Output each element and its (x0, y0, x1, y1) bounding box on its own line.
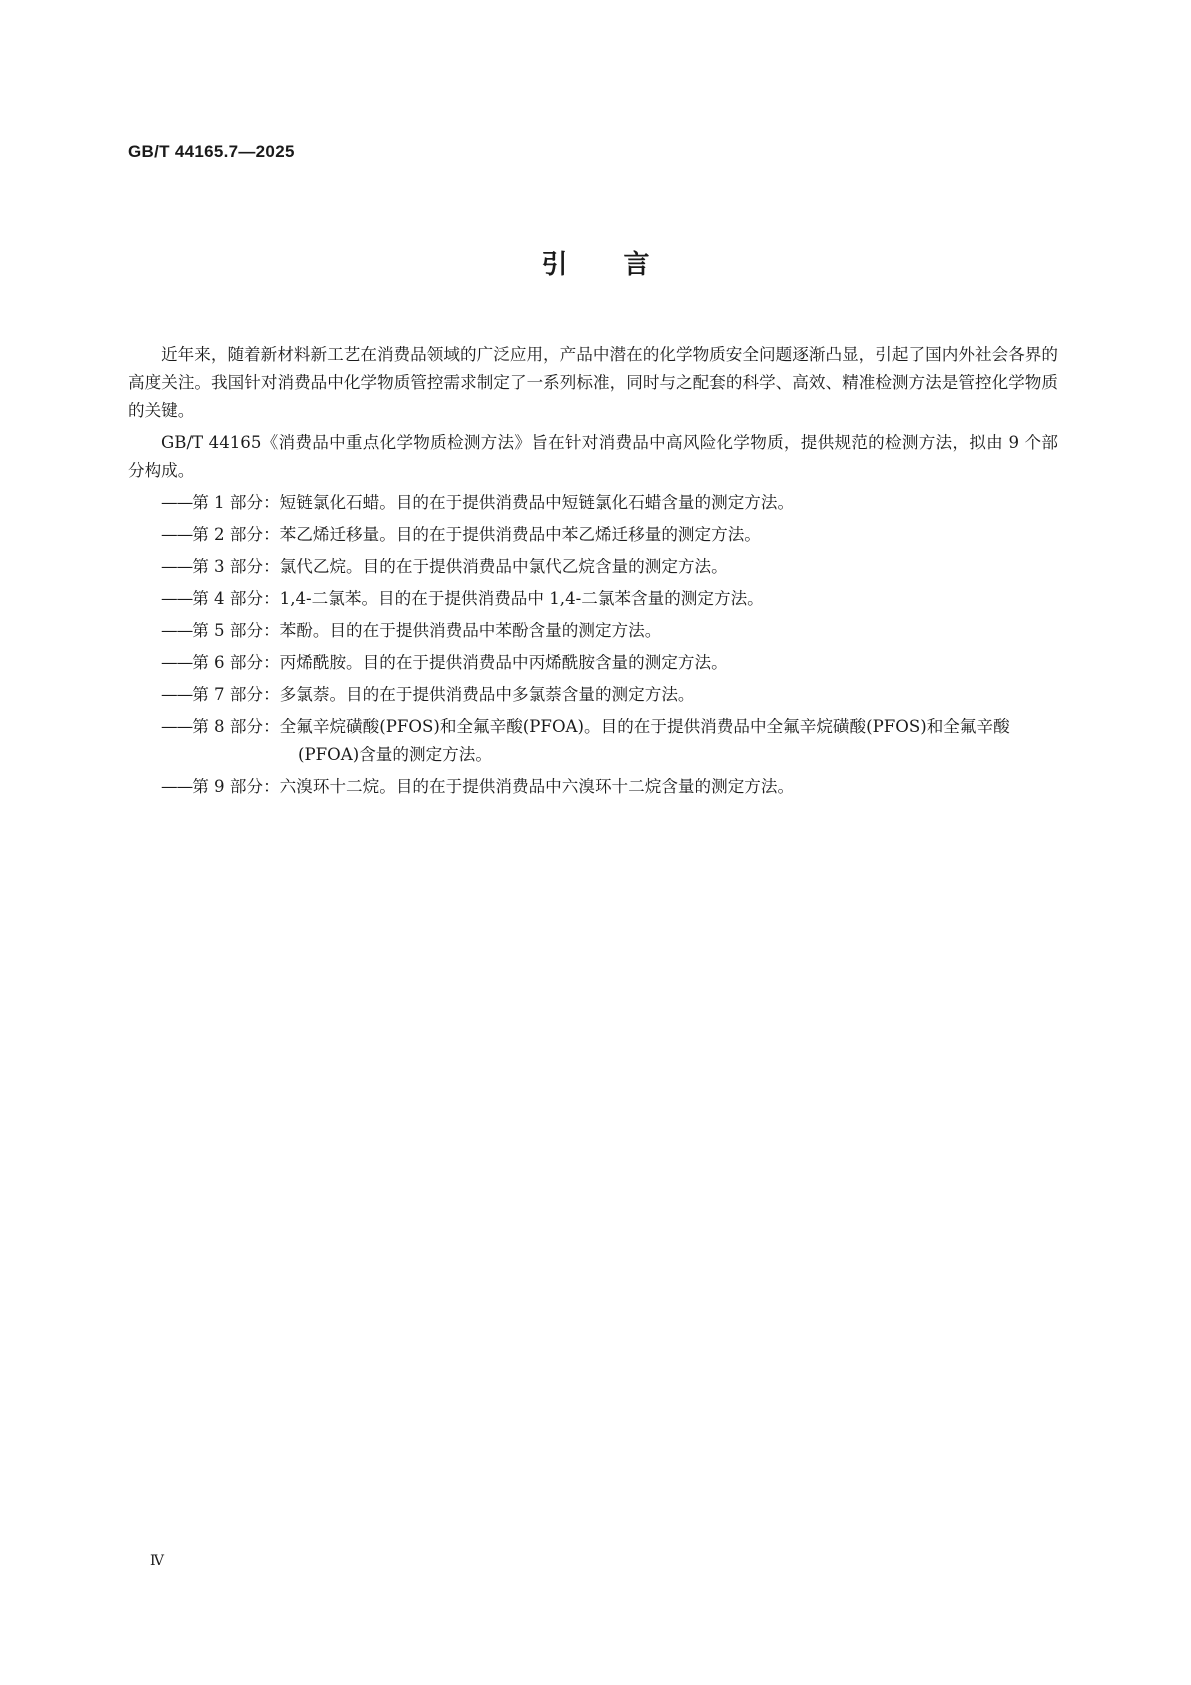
part-list-item (128, 585, 1058, 613)
part-list-item (128, 681, 1058, 709)
list-dash: —— (161, 525, 193, 544)
part-list-item (128, 773, 1058, 801)
part-text: 第 2 部分：苯乙烯迁移量。目的在于提供消费品中苯乙烯迁移量的测定方法。 (192, 525, 761, 544)
part-text: 第 8 部分：全氟辛烷磺酸(PFOS)和全氟辛酸(PFOA)。目的在于提供消费品中全氟辛烷磺酸(PFOS)和全氟辛酸(PFOA)含量的测定方法。 (192, 717, 1010, 764)
part-text: 第 5 部分：苯酚。目的在于提供消费品中苯酚含量的测定方法。 (192, 621, 662, 640)
part-list-item (128, 649, 1058, 677)
list-dash: —— (161, 777, 193, 796)
introduction-body (128, 341, 1058, 805)
part-text: 第 3 部分：氯代乙烷。目的在于提供消费品中氯代乙烷含量的测定方法。 (192, 557, 728, 576)
part-text: 第 9 部分：六溴环十二烷。目的在于提供消费品中六溴环十二烷含量的测定方法。 (192, 777, 795, 796)
part-list-item (128, 713, 1058, 769)
list-dash: —— (161, 493, 193, 512)
intro-paragraph: 近年来，随着新材料新工艺在消费品领域的广泛应用，产品中潜在的化学物质安全问题逐渐凸显，引起了国内外社会各界的高度关注。我国针对消费品中化学物质管控需求制定了一系列标准，同时与之配套的科学、高效、精准检测方法是管控化学物质的关键。 (128, 345, 1058, 420)
list-dash: —— (161, 589, 193, 608)
part-list-item (128, 521, 1058, 549)
page-number: Ⅳ (150, 1553, 164, 1569)
part-list-item (128, 489, 1058, 517)
list-dash: —— (161, 685, 193, 704)
part-text: 第 7 部分：多氯萘。目的在于提供消费品中多氯萘含量的测定方法。 (192, 685, 695, 704)
intro-paragraph: GB/T 44165《消费品中重点化学物质检测方法》旨在针对消费品中高风险化学物质，提供规范的检测方法，拟由 9 个部分构成。 (128, 433, 1058, 480)
part-text: 第 6 部分：丙烯酰胺。目的在于提供消费品中丙烯酰胺含量的测定方法。 (192, 653, 728, 672)
list-dash: —— (161, 717, 193, 736)
list-dash: —— (161, 557, 193, 576)
part-list-item (128, 553, 1058, 581)
part-text: 第 4 部分：1,4-二氯苯。目的在于提供消费品中 1,4-二氯苯含量的测定方法。 (192, 589, 764, 608)
page-title: 引言 (541, 250, 706, 280)
list-dash: —— (161, 653, 193, 672)
list-dash: —— (161, 621, 193, 640)
part-text: 第 1 部分：短链氯化石蜡。目的在于提供消费品中短链氯化石蜡含量的测定方法。 (192, 493, 795, 512)
part-list-item (128, 617, 1058, 645)
standard-code: GB/T 44165.7—2025 (128, 142, 295, 161)
